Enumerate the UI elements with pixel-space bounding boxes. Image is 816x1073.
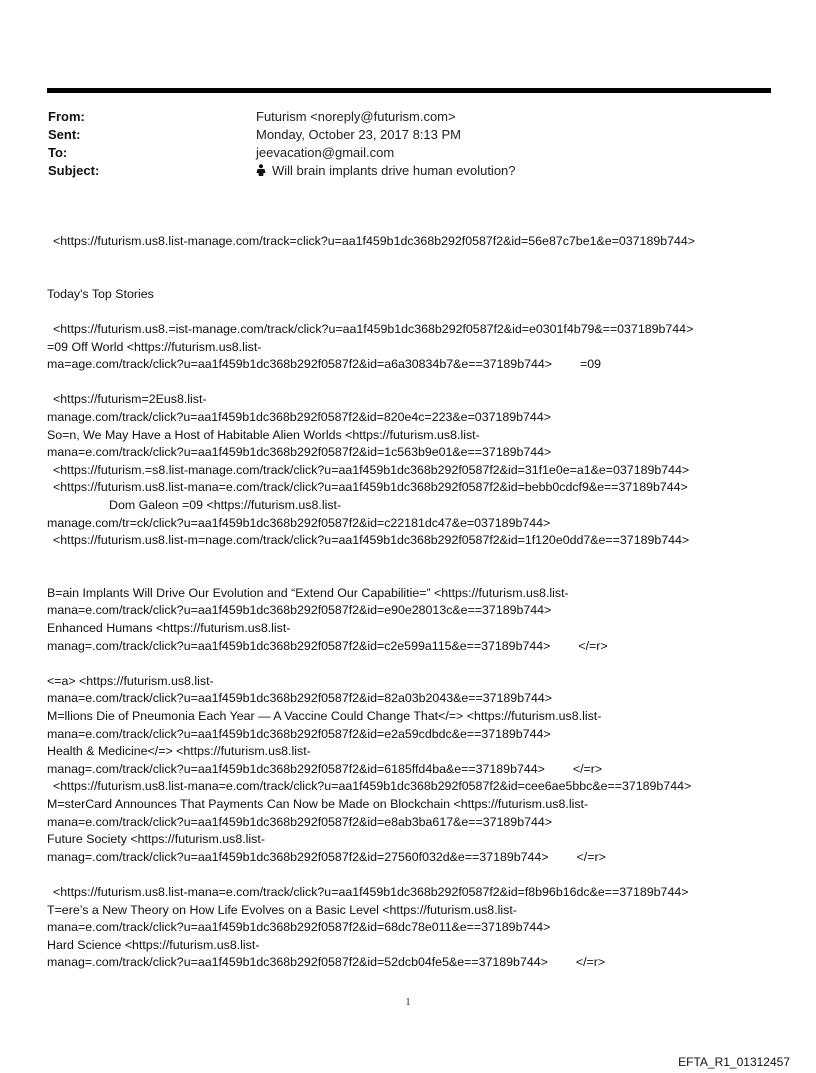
body-line[interactable]: manage.com/tr=ck/click?u=aa1f459b1dc368b292f0587f2&id=c22181dc47&e=037189b744> <box>47 515 551 530</box>
body-line <box>47 761 787 779</box>
category-line: Hard Science <https://futurism.us8.list- <box>47 937 260 952</box>
body-line-tail: </=r> <box>576 849 606 864</box>
to-value: jeevacation@gmail.com <box>256 145 395 160</box>
body-line[interactable]: <https://futurism=2Eus8.list- <box>53 392 207 407</box>
body-line[interactable]: <https://futurism.us8.list-mana=e.com/track/click?u=aa1f459b1dc368b292f0587f2&id=f8b96b16dc&e==37189b744> <box>53 884 689 899</box>
body-line-tail: </=r> <box>572 761 603 776</box>
body-line[interactable]: mana=e.com/track/click?u=aa1f459b1dc368b292f0587f2&id=68dc78e011&e==37189b744> <box>47 920 551 935</box>
subject-value: Will brain implants drive human evolution? <box>272 163 516 178</box>
body-line[interactable]: mana=e.com/track/click?u=aa1f459b1dc368b292f0587f2&id=e90e28013c&e==37189b744> <box>47 603 552 618</box>
body-line: So=n, We May Have a Host of Habitable Alien Worlds <https://futurism.us8.list- <box>47 427 480 442</box>
body-line <box>47 849 787 867</box>
body-line[interactable]: manage.com/track/click?u=aa1f459b1dc368b292f0587f2&id=820e4c=223&e=037189b744> <box>47 409 551 424</box>
body-line-text[interactable]: ma=age.com/track/click?u=aa1f459b1dc368b292f0587f2&id=a6a30834b7&e==37189b744> <box>47 357 552 372</box>
story-title: T=ere’s a New Theory on How Life Evolves on a Basic Level <https://futurism.us8.list- <box>47 902 517 917</box>
top-stories-heading: Today's Top Stories <box>47 286 154 301</box>
body-line[interactable]: <https://futurism.us8.list-mana=e.com/track/click?u=aa1f459b1dc368b292f0587f2&id=bebb0cdcf9&e==37189b744> <box>53 480 688 495</box>
body-line-tail: =09 <box>580 357 602 372</box>
body-line-text[interactable]: manag=.com/track/click?u=aa1f459b1dc368b292f0587f2&id=27560f032d&e==37189b744> <box>47 849 549 864</box>
body-line[interactable]: mana=e.com/track/click?u=aa1f459b1dc368b292f0587f2&id=1c563b9e01&e==37189b744> <box>47 445 552 460</box>
author-line: Dom Galeon =09 <https://futurism.us8.list- <box>109 497 342 512</box>
category-line: Enhanced Humans <https://futurism.us8.list- <box>47 621 291 636</box>
header-rule <box>47 88 771 93</box>
body-line[interactable]: mana=e.com/track/click?u=aa1f459b1dc368b292f0587f2&id=82a03b2043&e==37189b744> <box>47 691 552 706</box>
story-title: B=ain Implants Will Drive Our Evolution and “Extend Our Capabilitie=” <https://futurism.us8.list- <box>47 585 569 600</box>
category-line: Future Society <https://futurism.us8.list- <box>47 832 265 847</box>
subject-value-wrap <box>256 162 516 180</box>
body-line-text[interactable]: manag=.com/track/click?u=aa1f459b1dc368b292f0587f2&id=6185ffd4ba&e==37189b744> <box>47 761 545 776</box>
sent-label: Sent: <box>48 127 81 142</box>
bates-number: EFTA_R1_01312457 <box>678 1055 790 1069</box>
body-line-text[interactable]: manag=.com/track/click?u=aa1f459b1dc368b292f0587f2&id=52dcb04fe5&e==37189b744> <box>47 955 548 970</box>
body-line[interactable]: mana=e.com/track/click?u=aa1f459b1dc368b292f0587f2&id=e8ab3ba617&e==37189b744> <box>47 814 552 829</box>
email-body <box>47 233 787 972</box>
subject-label: Subject: <box>48 163 100 178</box>
body-line[interactable]: <https://futurism.us8.list-mana=e.com/track/click?u=aa1f459b1dc368b292f0587f2&id=cee6ae5bbc&e==37189b744> <box>53 779 692 794</box>
body-line-tail: </=r> <box>575 955 606 970</box>
sent-value: Monday, October 23, 2017 8:13 PM <box>256 127 461 142</box>
body-line-tail: </=r> <box>578 638 608 653</box>
to-label: To: <box>48 145 68 160</box>
category-line: Health & Medicine</=> <https://futurism.us8.list- <box>47 744 311 759</box>
body-line: =09 Off World <https://futurism.us8.list- <box>47 339 262 354</box>
body-line <box>47 638 787 656</box>
body-line-text[interactable]: manag=.com/track/click?u=aa1f459b1dc368b292f0587f2&id=c2e599a115&e==37189b744> <box>47 638 551 653</box>
from-label: From: <box>48 109 85 124</box>
story-title: M=sterCard Announces That Payments Can Now be Made on Blockchain <https://futurism.us8.list- <box>47 797 589 811</box>
body-line[interactable]: <https://futurism.us8.list-m=nage.com/track/click?u=aa1f459b1dc368b292f0587f2&id=1f120e0dd7&e==37189b744> <box>53 533 690 548</box>
tracking-link[interactable]: <https://futurism.us8.list-manage.com/track=click?u=aa1f459b1dc368b292f0587f2&id=56e87c7be1&e=037189b744> <box>53 234 696 248</box>
body-line <box>47 954 787 972</box>
body-line[interactable]: <https://futurism.us8.=ist-manage.com/track/click?u=aa1f459b1dc368b292f0587f2&id=e0301f4b79&==037189b744> <box>53 321 694 336</box>
body-line[interactable]: <https://futurism.=s8.list-manage.com/track/click?u=aa1f459b1dc368b292f0587f2&id=31f1e0e=a1&e=037189b744> <box>53 462 690 477</box>
body-line: <=a> <https://futurism.us8.list- <box>47 673 214 688</box>
story-title: M=llions Die of Pneumonia Each Year — A Vaccine Could Change That</=> <https://futurism.us8.list- <box>47 709 602 724</box>
body-line[interactable]: mana=e.com/track/click?u=aa1f459b1dc368b292f0587f2&id=e2a59cdbdc&e==37189b744> <box>47 726 551 741</box>
from-value: Futurism <noreply@futurism.com> <box>256 109 456 124</box>
body-line <box>47 356 787 374</box>
page-number: 1 <box>405 997 411 1008</box>
person-icon <box>256 164 266 176</box>
